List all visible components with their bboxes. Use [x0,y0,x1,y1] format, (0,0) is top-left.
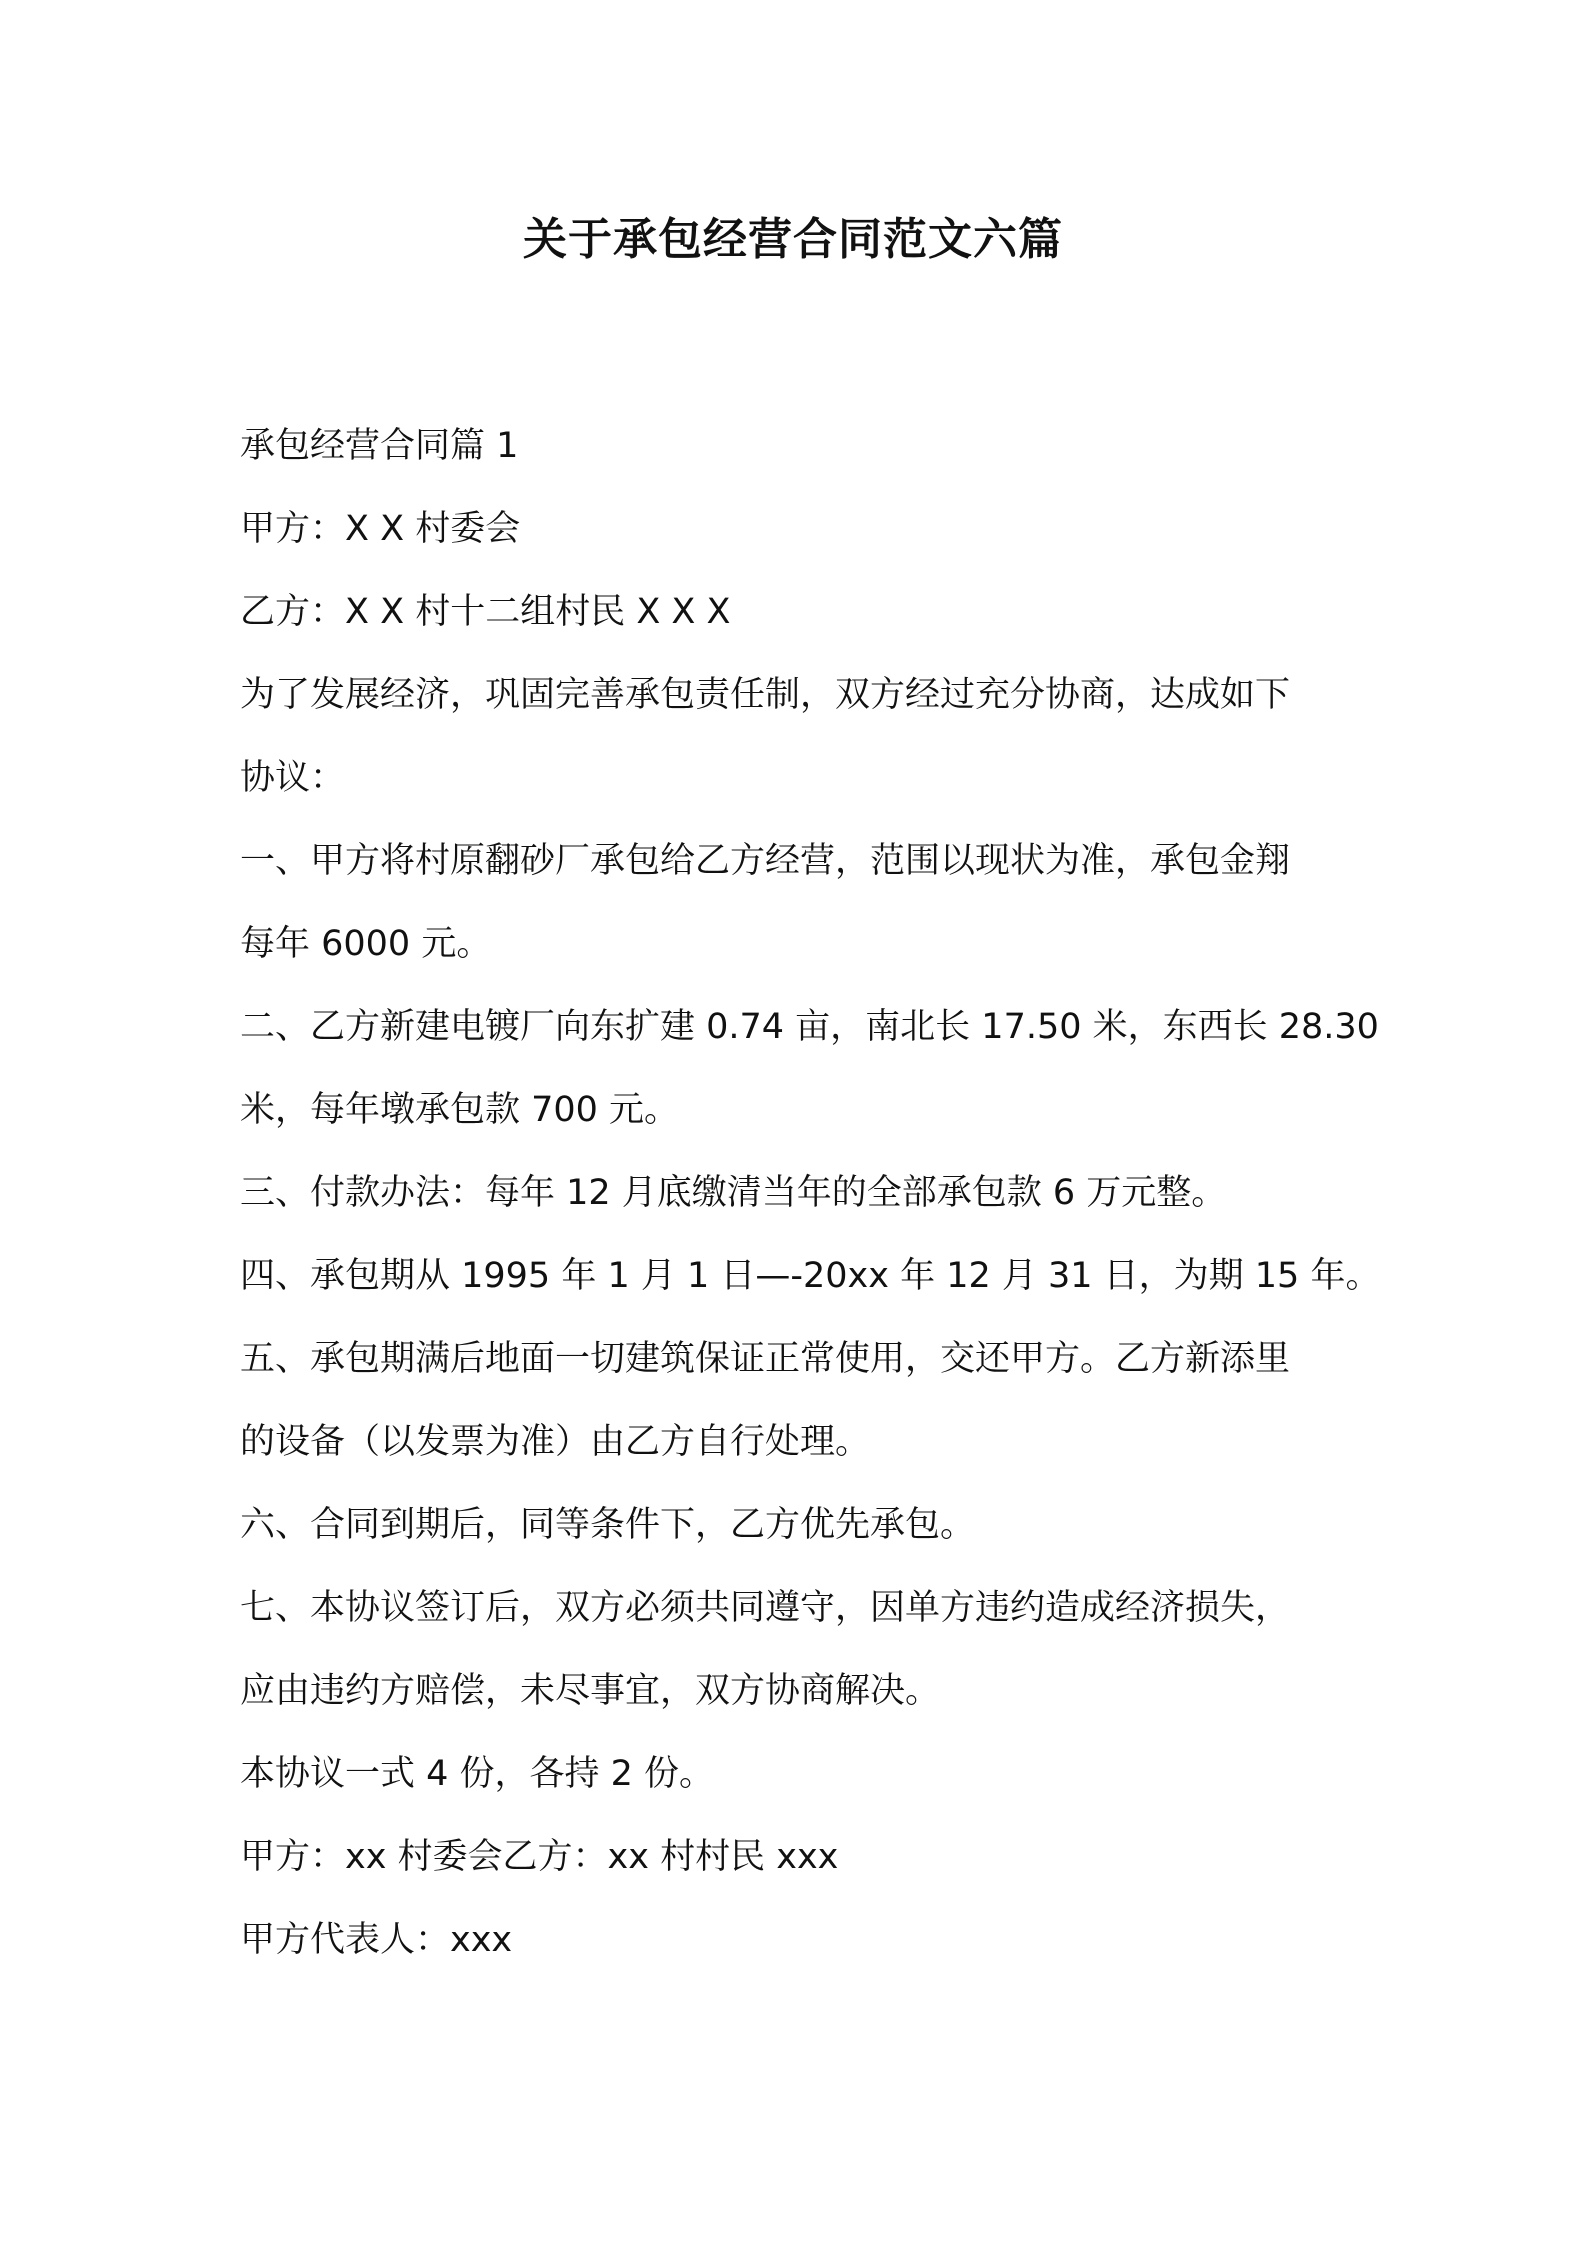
party-a-line: 甲方：X X 村委会 [240,509,521,549]
preamble-line-2: 协议： [240,758,346,798]
signature-parties-line: 甲方：xx 村委会乙方：xx 村村民 xxx [240,1837,839,1877]
clause-7-line-2: 应由违约方赔偿，未尽事宜，双方协商解决。 [240,1671,941,1711]
clause-4-line: 四、承包期从 1995 年 1 月 1 日—-20xx 年 12 月 31 日，为期 15 年。 [240,1256,1381,1296]
clause-2-line-1: 二、乙方新建电镀厂向东扩建 0.74 亩，南北长 17.50 米，东西长 28.30 [240,1007,1379,1047]
document-body [240,405,1381,1982]
preamble-line-1: 为了发展经济，巩固完善承包责任制，双方经过充分协商，达成如下 [240,675,1291,715]
representative-line: 甲方代表人：xxx [240,1920,513,1960]
copies-line: 本协议一式 4 份，各持 2 份。 [240,1754,715,1794]
section-heading: 承包经营合同篇 1 [240,426,519,466]
clause-7-line-1: 七、本协议签订后，双方必须共同遵守，因单方违约造成经济损失， [240,1588,1291,1628]
clause-5-line-1: 五、承包期满后地面一切建筑保证正常使用，交还甲方。乙方新添里 [240,1339,1291,1379]
document-title: 关于承包经营合同范文六篇 [523,214,1063,265]
clause-6-line: 六、合同到期后，同等条件下，乙方优先承包。 [240,1505,976,1545]
clause-2-line-2: 米，每年墩承包款 700 元。 [240,1090,680,1130]
clause-1-line-1: 一、甲方将村原翻砂厂承包给乙方经营，范围以现状为准，承包金翔 [240,841,1291,881]
clause-3-line: 三、付款办法：每年 12 月底缴清当年的全部承包款 6 万元整。 [240,1173,1227,1213]
clause-1-line-2: 每年 6000 元。 [240,924,492,964]
clause-5-line-2: 的设备（以发票为准）由乙方自行处理。 [240,1422,871,1462]
party-b-line: 乙方：X X 村十二组村民 X X X [240,592,731,632]
